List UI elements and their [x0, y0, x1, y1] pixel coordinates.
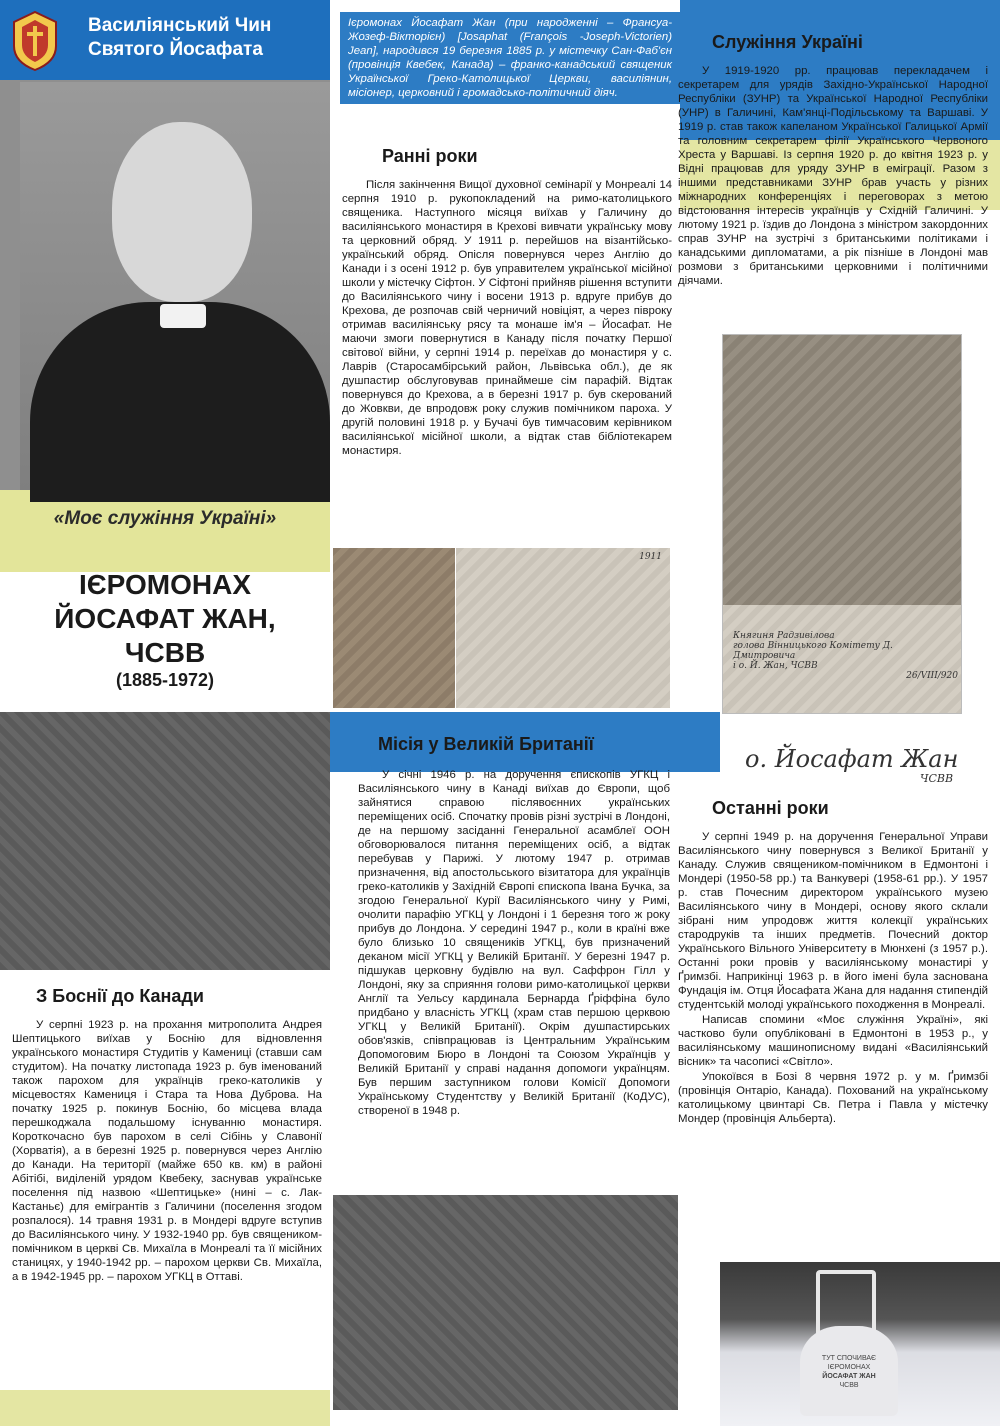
grave-line4: ЧСВВ [839, 1382, 859, 1389]
mission-uk-paragraph: У січні 1946 р. на доручення єпископів УГКЦ і Василіянського чину в Канаді виїхав до Європи, щоб зайнятися справою післявоєнних українських переміщених осіб. Спочатку провів різні зустрічі в Лондоні, де на першому засіданні Генеральної асамблеї ООН обговорювалося питання переміщених осіб, а відтак перебував у Парижі. У лютому 1947 р. отримав призначення, від апостольського візитатора для українців греко-католиків у Західній Європі єпископа Івана Бучка, за згодою Генеральної Курії Василіянського чину у Римі, очолити парафію УГКЦ у Лондоні і 1 березня того ж року прибув до Лондона. У серединi 1947 р., коли в країні вже було близько 10 священиків УГКЦ, був призначений деканом місії УГКЦ у Великій Британії. У березні 1947 р. підшукав церковну будівлю на вул. Саффрон Гілл у Лондоні, яку за сприяння голови римо-католицької церкви Англії та Уельсу кардинала Бернарда Ґріффіна було придбано у власність УГКЦ (храм став першою церквою УГКЦ у Великій Британії). Окрім душпастирських обов'язків, співпрацював із Центральним Українським Допомоговим Бюро в Лондоні та Союзом Українців у Великій Британії у справі надання допомоги українцям. Був першим заступником голови Комісії Допомоги Українському Студентству у Великій Британії (КоДУС), створеної в 1948 р. [358, 769, 670, 1117]
last-years-text [678, 830, 988, 1127]
order-title-line2: Святого Йосафата [88, 39, 263, 60]
intro-text: Ієромонах Йосафат Жан (при народженні – Франсуа-Жозеф-Вікторієн) [Josaphat (François -Joseph-Victorien) Jean], народився 19 березня 1885 р. у містечку Сан-Фаб'єн (провінція Квебек, Канада) – франко-канадський священик Української Греко-Католицької Церкви, василіянин, місіонер, церковний і громадсько-політичний діяч. [340, 12, 680, 104]
mission-uk-title: Місія у Великій Британії [378, 734, 594, 754]
caption-line2: голова Вінницького Комітету Д. Дмитровича [733, 641, 893, 661]
gravestone [800, 1326, 898, 1416]
young-josaphat-photo [333, 548, 455, 708]
caption-line1: Княгиня Радзивілова [733, 631, 835, 641]
last-years-paragraph-1: У серпні 1949 р. на доручення Генеральної Управи Василіянського чину повернувся з Великої Британії у Канаду. Служив священиком-помічником в Едмонтоні і Мондері (1950-58 рр.) та Ванкувері (1958-61 рр.). У 1957 р. став Почесним директором українського музею Василіянського чину в Мондері, основу якого склали зібрані ним упродовж життя колекції українських стародруків та інших предметів. Почесний доктор Українського Вільного Університету в Мюнхені (з 1957 р.). Останні роки провів у василіянському монастирі у Ґримзбі. Наприкінці 1963 р. в його імені була заснована Фундація ім. Отця Йосафата Жана для надання стипендій студентській молоді українського походження в Монреалі. [678, 831, 988, 1011]
signature: о. Йосафат Жан [745, 745, 959, 773]
last-years-paragraph-2: Написав спомини «Моє служіння Україні», які частково були опубліковані в Едмонтоні в 1953 р., у василіянському машинописному видані «Василіянський вісник» та часописі «Світло». [678, 1014, 988, 1068]
bosnia-canada-text [12, 1018, 322, 1285]
caption-line3: і о. Й. Жан, ЧСВВ [733, 661, 818, 671]
early-years-text [342, 178, 672, 459]
last-years-paragraph-3: Упокоївся в Бозі 8 червня 1972 р. у м. Ґримзбі (провінція Онтаріо, Канада). Похований на українському католицькому цвинтарі Св. Петра і Павла у містечку Мондер (провінція Альберта). [678, 1071, 988, 1125]
title-line3: ЧСВВ [124, 637, 206, 668]
bosnia-canada-paragraph: У серпні 1923 р. на прохання митрополита Андрея Шептицького виїхав у Боснію для відновлення українського монастиря Студитів у Камениці (ставши сам студитом). На початку листопада 1923 р. був іменований також парохом для українців греко-католиків у місцевостях Камениця і Стара та Нова Дуброва. На початку 1925 р. покинув Боснію, бо місцева влада перешкоджала подальшому існуванню монастиря. Короткочасно був парохом в селі Сібінь у Славонії (Хорватія), а в березні 1925 р. повернувся через Англію до Канади. На території (майже 650 кв. км) в районі Абітібі, виділеній урядом Квебеку, заснував українське поселення під назвою «Шептицьке» (нині – с. Лак-Кастаньє) для емігрантів з Галичини (поселення згодом розпалося). 14 травня 1931 р. в Мондері вдруге вступив до Василіянського чину. У 1932-1940 рр. був священиком-помічником в церкві Св. Михаїла в Монреалі та її місійних станицях, у 1940-1942 рр. – парохом церкви Св. Михаїла, а в 1942-1945 рр. – парохом УГКЦ в Оттаві. [12, 1019, 322, 1283]
monastery-group-photo-1911 [456, 548, 670, 708]
bottom-left-band [0, 1390, 330, 1426]
ukraine-service-title: Служіння Україні [712, 32, 863, 52]
mission-uk-text [358, 768, 670, 1119]
portrait-photo [20, 82, 330, 490]
early-years-title: Ранні роки [382, 146, 478, 166]
memoir-quote: «Моє служіння Україні» [53, 508, 277, 529]
grave-line3: ЙОСАФАТ ЖАН [822, 1373, 876, 1380]
title-line1: ІЄРОМОНАХ [78, 569, 251, 600]
order-title [88, 14, 328, 62]
grave-line2: ІЄРОМОНАХ [827, 1364, 871, 1371]
title-line2: ЙОСАФАТ ЖАН, [54, 603, 276, 634]
early-years-paragraph: Після закінчення Вищої духовної семінарії у Монреалі 14 серпня 1910 р. рукопокладений на римо-католицького священика. Наступного місяця виїхав у Галичину до василіянського монастиря в Крехові вивчати українську мову та церковний обряд. У 1911 р. перейшов на візантійсько-український обряд. Опісля повернувся через Англію до Канади і з осені 1912 р. був управителем української місійної школи у містечку Сіфтон. У Сіфтоні прийняв рішення вступити до Василіянського чину і восени 1913 р. вдруге прибув до Крехова, де розпочав свій черничий новіціят, а через півроку отримав василіянську рясу та монаше ім'я – Йосафат. Не маючи змоги повернутися в Канаду після початку Першої світової війни, у серпні 1914 р. переїхав до монастиря у с. Лаврів (Старосамбірський район, Львівська обл.), де як душпастир обслуговував принаймеше сім парафій. Відтак повернувся до Крехова, а в березні 1917 р. був скерований до Жовкви, де впродовж року служив помічником пароха. У другій половині 1918 р. у Бучачі був тимчасовим керівником василіянської місійної школи, а відтак став бібліотекарем монастиря. [342, 179, 672, 457]
photo-year: 1911 [639, 552, 662, 562]
caption-date: 26/VIII/920 [906, 671, 958, 681]
page-title [0, 568, 330, 670]
life-years: (1885-1972) [115, 670, 215, 690]
grave-line1: ТУТ СПОЧИВАЄ [821, 1355, 877, 1362]
group-photo-london [333, 1195, 678, 1410]
basilian-order-emblem-icon [10, 10, 60, 72]
order-title-line1: Василіянський Чин [88, 15, 272, 36]
group-photo-clergy [0, 712, 330, 970]
radziwill-photo [722, 334, 962, 714]
ukraine-service-text [678, 64, 988, 289]
signature-suffix: ЧСВВ [920, 772, 954, 785]
photo-caption [733, 631, 958, 681]
bosnia-canada-title: З Боснії до Канади [36, 986, 204, 1006]
ukraine-service-paragraph: У 1919-1920 рр. працював перекладачем і секретарем для урядів Західно-Української Народної Республіки (ЗУНР) та Української Народної Республіки (УНР) в Галичині, Кам'янці-Подільському та Варшаві. У 1919 р. став також капеланом Української Галицької Армії та головним секретарем філії Українського Червоного Хреста у Варшаві. Із серпня 1920 р. до квітня 1923 р. у Відні працював для уряду ЗУНР в еміграції. Разом з іншими представниками ЗУНР брав участь у різних міжнародних конференціях і переговорах з метою відстоювання інтересів українців у Східній Галичині. У лютому 1921 р. їздив до Лондона з міністром закордонних справ ЗУНР на зустрічі з британськими політиками і канадськими дипломатами, а рік пізніше в Лондоні мав розмови з британськими церковними і політичними діячами. [678, 65, 988, 287]
last-years-title: Останні роки [712, 798, 829, 818]
quote-band [0, 490, 330, 572]
grave-photo [720, 1262, 1000, 1426]
